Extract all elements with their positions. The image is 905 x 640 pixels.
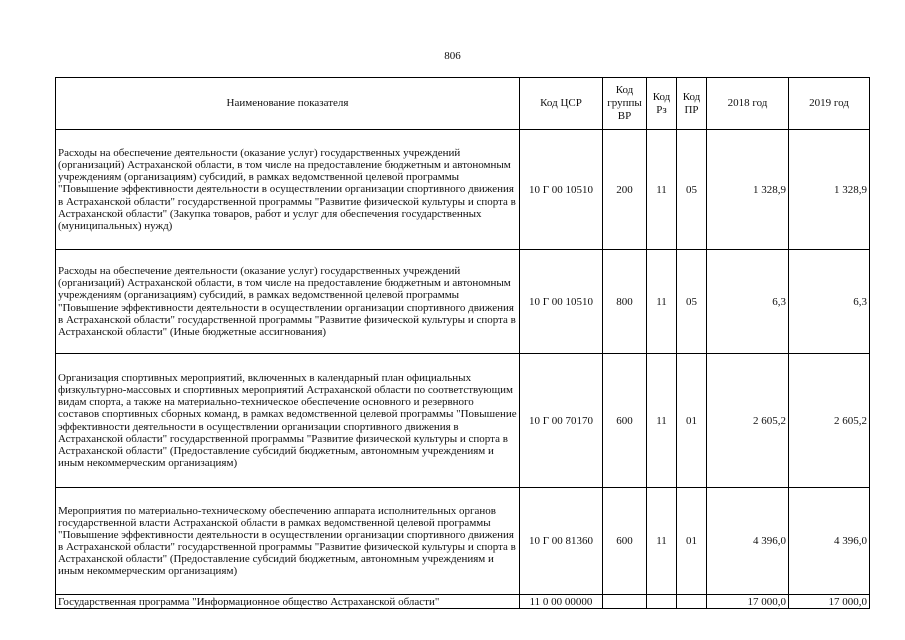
- row-name: Расходы на обеспечение деятельности (оказание услуг) государственных учреждений (организаций) Астраханской области, в том числе на предоставление бюджетным и автономным учреждениям (организациям) субсидий, в рамках ведомственной целевой программы "Повышение эффективности деятельности в осуществлении организации спортивного движения в Астраханской области" государственной программы "Развитие физической культуры и спорта в Астраханской области" (Иные бюджетные ассигнования): [56, 250, 520, 354]
- row-vr: 600: [603, 488, 647, 595]
- row-csr: 10 Г 00 81360: [520, 488, 603, 595]
- row-csr: 10 Г 00 10510: [520, 250, 603, 354]
- header-rz: Код Рз: [647, 78, 677, 130]
- table-row: [56, 488, 870, 595]
- row-pr: 01: [677, 488, 707, 595]
- row-name: Государственная программа "Информационное общество Астраханской области": [56, 595, 520, 609]
- row-2019: 4 396,0: [789, 488, 870, 595]
- row-2018: 1 328,9: [707, 130, 789, 250]
- table-row: [56, 250, 870, 354]
- row-rz: 11: [647, 354, 677, 488]
- budget-table: [55, 77, 870, 609]
- row-2018: 4 396,0: [707, 488, 789, 595]
- row-rz: [647, 595, 677, 609]
- row-vr: 200: [603, 130, 647, 250]
- header-pr: Код ПР: [677, 78, 707, 130]
- row-2018: 6,3: [707, 250, 789, 354]
- row-2019: 1 328,9: [789, 130, 870, 250]
- row-pr: 05: [677, 130, 707, 250]
- row-pr: 01: [677, 354, 707, 488]
- row-csr: 10 Г 00 70170: [520, 354, 603, 488]
- row-2019: 6,3: [789, 250, 870, 354]
- row-2019: 17 000,0: [789, 595, 870, 609]
- row-2018: 17 000,0: [707, 595, 789, 609]
- header-csr: Код ЦСР: [520, 78, 603, 130]
- row-csr: 11 0 00 00000: [520, 595, 603, 609]
- row-vr: 600: [603, 354, 647, 488]
- header-2019: 2019 год: [789, 78, 870, 130]
- row-name: Мероприятия по материально-техническому обеспечению аппарата исполнительных органов государственной власти Астраханской области в рамках ведомственной целевой программы "Повышение эффективности деятельности в осуществлении организации спортивного движения в Астраханской области" государственной программы "Развитие физической культуры и спорта в Астраханской области" (Предоставление субсидий бюджетным, автономным учреждениям и иным некоммерческим организациям): [56, 488, 520, 595]
- row-vr: 800: [603, 250, 647, 354]
- row-csr: 10 Г 00 10510: [520, 130, 603, 250]
- row-2018: 2 605,2: [707, 354, 789, 488]
- row-rz: 11: [647, 250, 677, 354]
- header-vr: Код группы ВР: [603, 78, 647, 130]
- table-row: [56, 354, 870, 488]
- table-header-row: [56, 78, 870, 130]
- row-rz: 11: [647, 488, 677, 595]
- row-pr: [677, 595, 707, 609]
- row-name: Организация спортивных мероприятий, включенных в календарный план официальных физкультурно-массовых и спортивных мероприятий Астраханской области по соответствующим видам спорта, а также на материально-техническое обеспечение основного и резервного составов спортивных сборных команд, в рамках ведомственной целевой программы "Повышение эффективности деятельности в осуществлении организации спортивного движения в Астраханской области" государственной программы "Развитие физической культуры и спорта в Астраханской области" (Предоставление субсидий бюджетным, автономным учреждениям и иным некоммерческим организациям): [56, 354, 520, 488]
- header-2018: 2018 год: [707, 78, 789, 130]
- page-number: 806: [444, 50, 461, 62]
- row-vr: [603, 595, 647, 609]
- table-row: [56, 130, 870, 250]
- table-row: [56, 595, 870, 609]
- header-name: Наименование показателя: [56, 78, 520, 130]
- row-name: Расходы на обеспечение деятельности (оказание услуг) государственных учреждений (организаций) Астраханской области, в том числе на предоставление бюджетным и автономным учреждениям (организациям) субсидий, в рамках ведомственной целевой программы "Повышение эффективности деятельности в осуществлении организации спортивного движения в Астраханской области" государственной программы "Развитие физической культуры и спорта в Астраханской области" (Закупка товаров, работ и услуг для обеспечения государственных (муниципальных) нужд): [56, 130, 520, 250]
- row-rz: 11: [647, 130, 677, 250]
- row-2019: 2 605,2: [789, 354, 870, 488]
- row-pr: 05: [677, 250, 707, 354]
